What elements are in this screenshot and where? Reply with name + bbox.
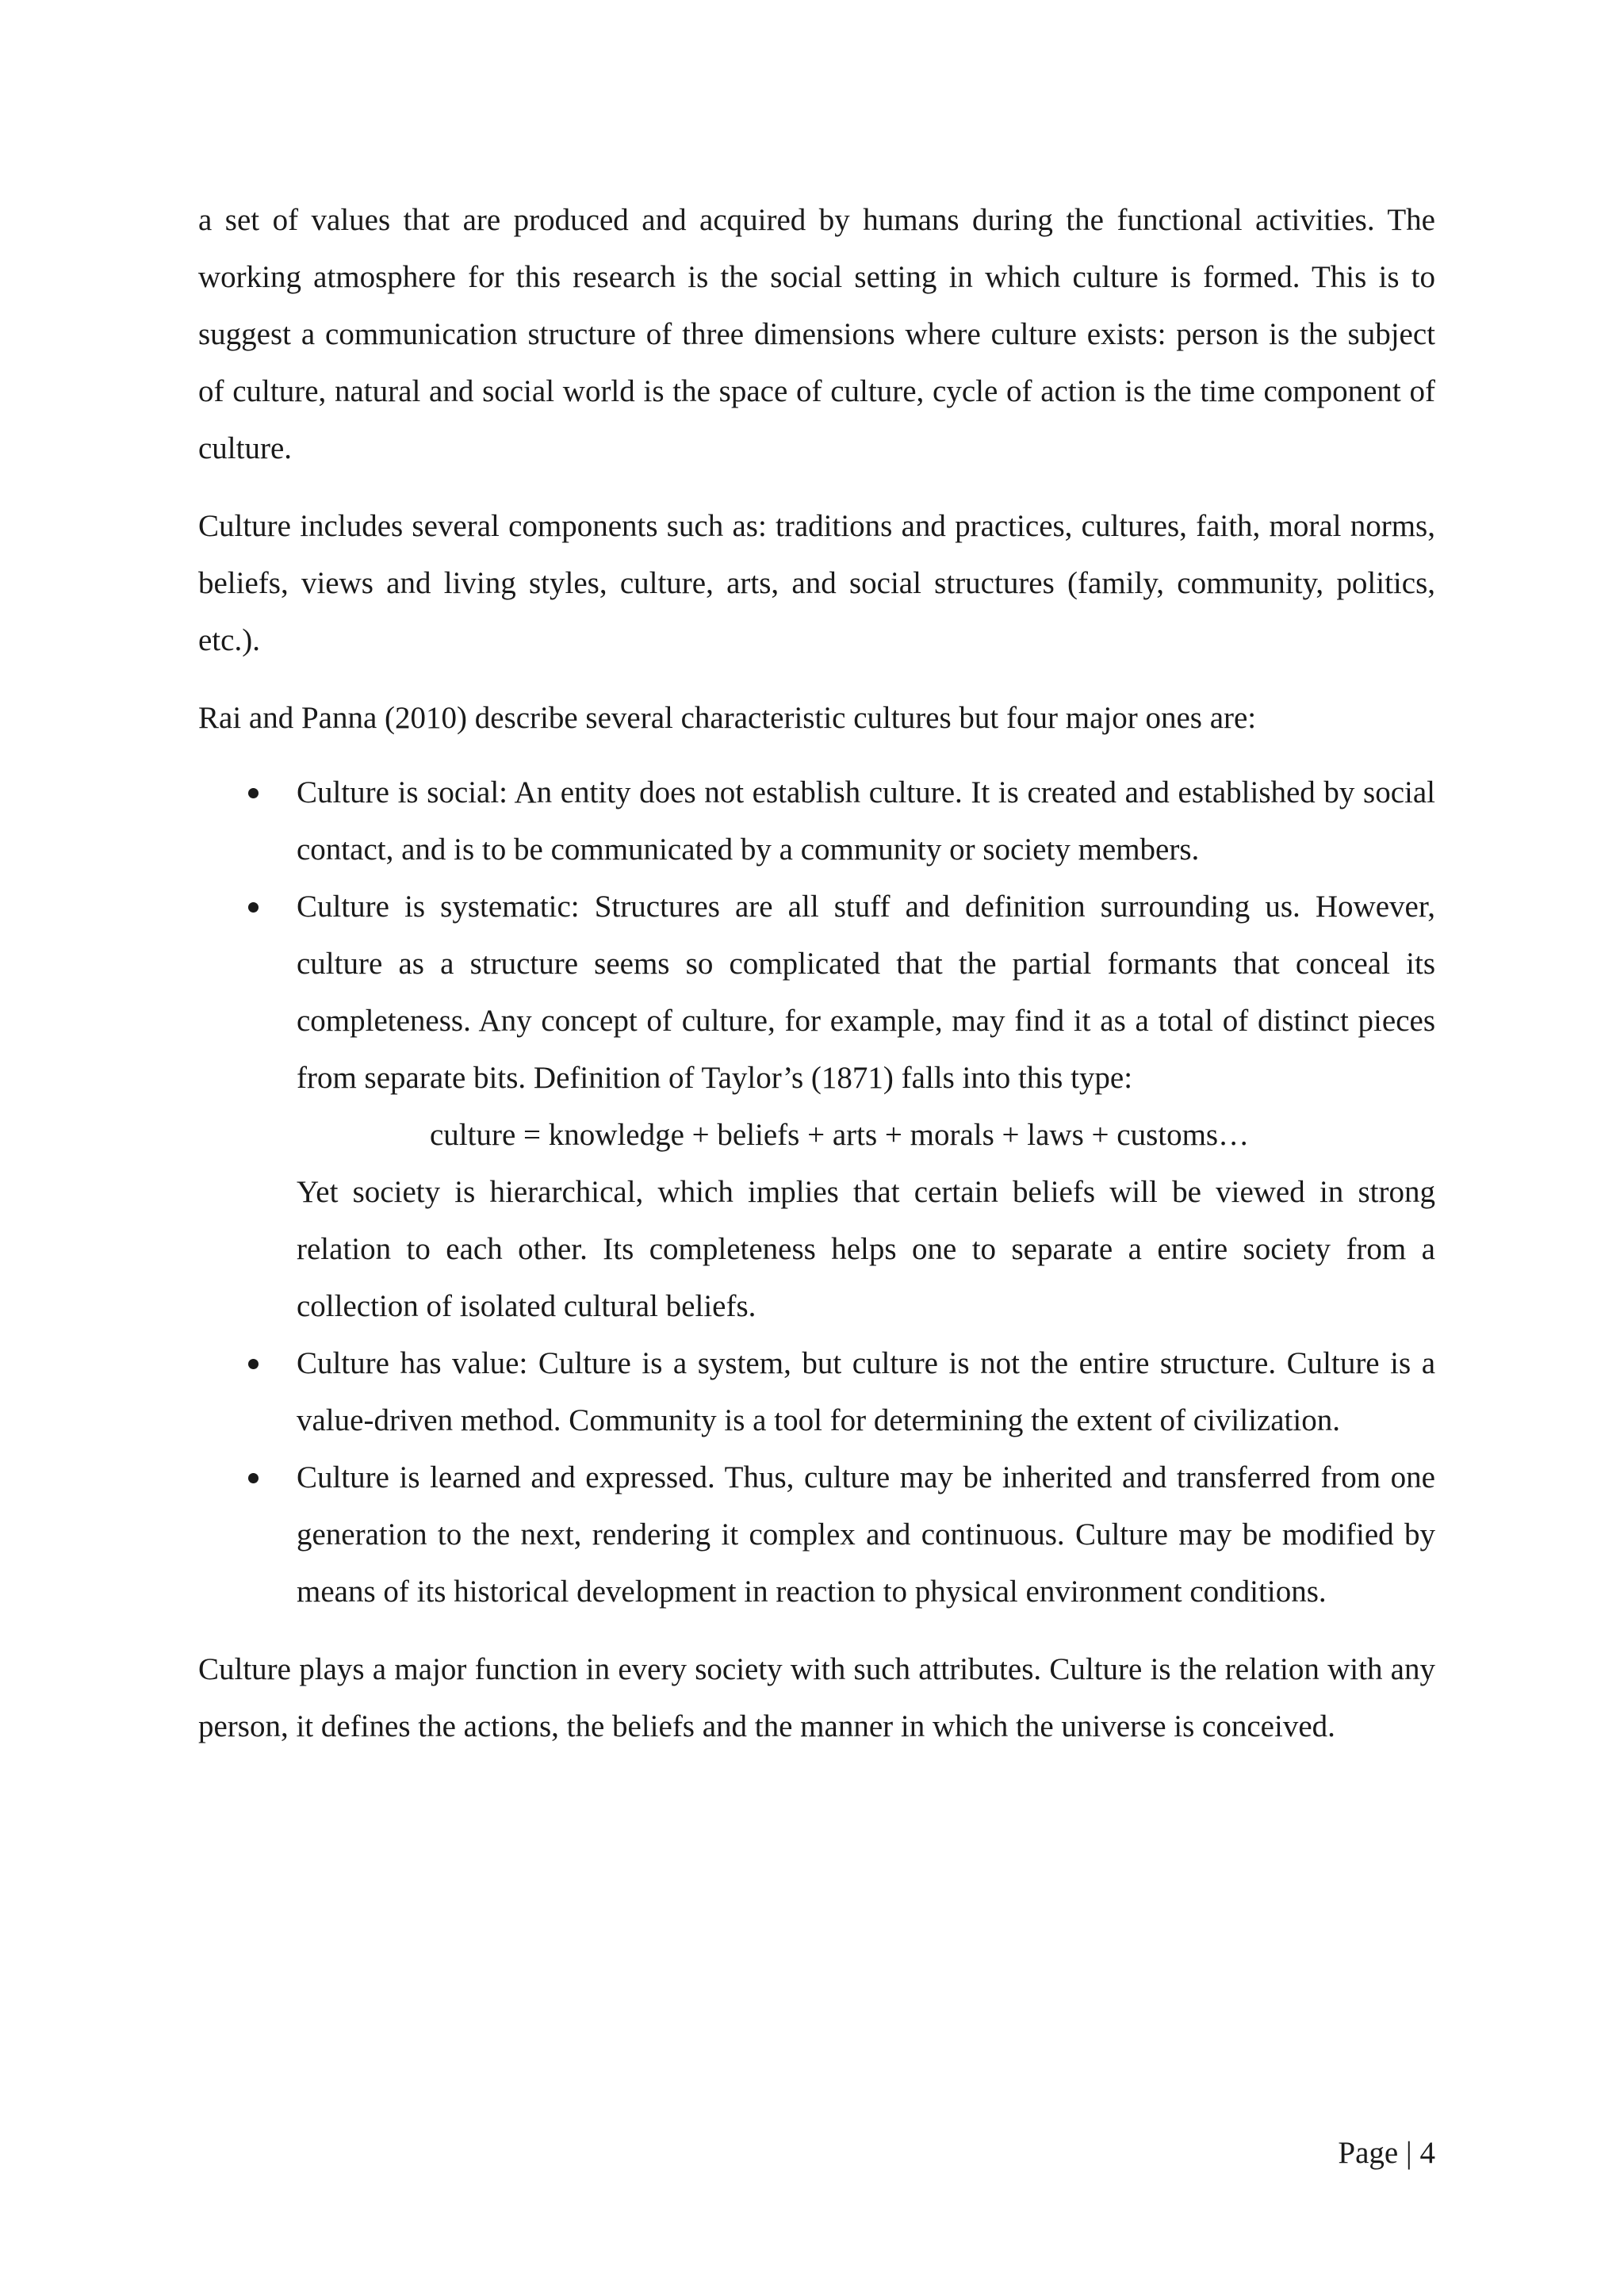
list-item-continuation: Yet society is hierarchical, which implies that certain beliefs will be viewed in strong relation to each other. Its completeness helps one to separate a entire society from a collection of isolated cultural beliefs. <box>297 1175 1435 1323</box>
closing-paragraph: Culture plays a major function in every society with such attributes. Culture is the relation with any person, it defines the actions, the beliefs and the manner in which the universe is conceived. <box>198 1652 1435 1743</box>
body-paragraph: a set of values that are produced and acquired by humans during the functional activities. The working atmosphere for this research is the social setting in which culture is formed. This is to suggest a communication structure of three dimensions where culture exists: person is the subject of culture, natural and social world is the space of culture, cycle of action is the time component of culture. <box>198 203 1435 465</box>
list-item-text: Culture is learned and expressed. Thus, culture may be inherited and transferred from one generation to the next, rendering it complex and continuous. Culture may be modified by means of its historical development in reaction to physical environment conditions. <box>297 1460 1435 1609</box>
bullet-icon <box>248 1359 259 1369</box>
list-item <box>198 1449 1435 1621</box>
page-number: Page | 4 <box>1338 2136 1435 2170</box>
list-item-text: Culture has value: Culture is a system, but culture is not the entire structure. Culture is a value-driven method. Community is a tool for determining the extent of civilization. <box>297 1346 1435 1437</box>
document-body <box>198 192 1435 1755</box>
body-paragraph: Culture includes several components such as: traditions and practices, cultures, faith, moral norms, beliefs, views and living styles, culture, arts, and social structures (family, community, politics, etc.). <box>198 509 1435 657</box>
characteristics-list <box>198 764 1435 1621</box>
list-item <box>198 1335 1435 1449</box>
list-item-text: Culture is systematic: Structures are all stuff and definition surrounding us. However, culture as a structure seems so complicated that the partial formants that conceal its completeness. Any concept of culture, for example, may find it as a total of distinct pieces from separate bits. Definition of Taylor’s (1871) falls into this type: <box>297 890 1435 1095</box>
list-item <box>198 764 1435 878</box>
bullet-icon <box>248 902 259 913</box>
bullet-icon <box>248 1473 259 1483</box>
list-intro: Rai and Panna (2010) describe several characteristic cultures but four major ones are: <box>198 701 1257 735</box>
culture-formula: culture = knowledge + beliefs + arts + morals + laws + customs… <box>430 1118 1250 1152</box>
list-item-text: Culture is social: An entity does not establish culture. It is created and established by social contact, and is to be communicated by a community or society members. <box>297 775 1435 867</box>
bullet-icon <box>248 788 259 798</box>
list-item <box>198 878 1435 1335</box>
